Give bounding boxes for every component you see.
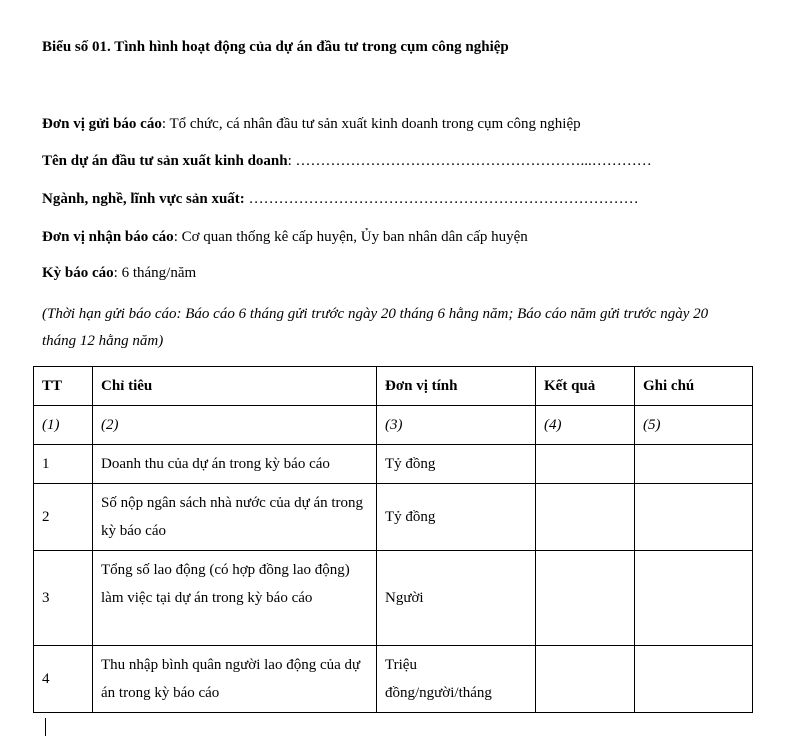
numbering-cell: (3) <box>377 406 536 445</box>
row-unit: Người <box>377 551 536 646</box>
text-cursor <box>45 718 46 736</box>
field-value: : Cơ quan thống kê cấp huyện, Ủy ban nhân dân cấp huyện <box>173 229 528 245</box>
table-row <box>34 484 753 551</box>
report-table <box>33 366 753 713</box>
numbering-cell: (5) <box>635 406 753 445</box>
header-tt: TT <box>34 367 93 406</box>
header-indicator: Chỉ tiêu <box>93 367 377 406</box>
header-unit: Đơn vị tính <box>377 367 536 406</box>
deadline-note: (Thời hạn gửi báo cáo: Báo cáo 6 tháng gửi trước ngày 20 tháng 6 hằng năm; Báo cáo năm gửi trước ngày 20 tháng 12 hằng năm) <box>42 306 709 349</box>
row-note <box>635 484 753 551</box>
field-receiving-unit <box>42 229 528 246</box>
field-label: Đơn vị gửi báo cáo <box>42 116 162 132</box>
numbering-cell: (2) <box>93 406 377 445</box>
field-value: : …………………………………………………...………… <box>287 153 652 169</box>
field-value: …………………………………………………………………… <box>244 191 639 207</box>
report-title: Biểu số 01. Tình hình hoạt động của dự án đầu tư trong cụm công nghiệp <box>42 39 509 55</box>
row-indicator: Số nộp ngân sách nhà nước của dự án trong kỳ báo cáo <box>93 484 377 551</box>
row-note <box>635 551 753 646</box>
field-label: Tên dự án đầu tư sản xuất kinh doanh <box>42 153 288 169</box>
table-row <box>34 551 753 646</box>
field-value: : 6 tháng/năm <box>113 265 197 281</box>
header-note: Ghi chú <box>635 367 753 406</box>
row-note <box>635 646 753 713</box>
row-note <box>635 445 753 484</box>
row-indicator: Tổng số lao động (có hợp đồng lao động) làm việc tại dự án trong kỳ báo cáo <box>93 551 377 646</box>
field-report-period <box>42 265 196 282</box>
row-result <box>536 551 635 646</box>
row-tt: 4 <box>34 646 93 713</box>
row-unit: Tỷ đồng <box>377 484 536 551</box>
row-tt: 2 <box>34 484 93 551</box>
table-header-row <box>34 367 753 406</box>
field-project-name <box>42 153 652 170</box>
row-indicator: Thu nhập bình quân người lao động của dự án trong kỳ báo cáo <box>93 646 377 713</box>
field-sending-unit <box>42 116 581 133</box>
row-tt: 1 <box>34 445 93 484</box>
header-result: Kết quả <box>536 367 635 406</box>
field-label: Ngành, nghề, lĩnh vực sản xuất: <box>42 191 245 207</box>
row-result <box>536 484 635 551</box>
numbering-cell: (1) <box>34 406 93 445</box>
row-result <box>536 445 635 484</box>
field-label: Kỳ báo cáo <box>42 265 114 281</box>
numbering-cell: (4) <box>536 406 635 445</box>
field-value: : Tổ chức, cá nhân đầu tư sản xuất kinh doanh trong cụm công nghiệp <box>161 116 581 132</box>
row-indicator: Doanh thu của dự án trong kỳ báo cáo <box>93 445 377 484</box>
row-unit: Triệu đồng/người/tháng <box>377 646 536 713</box>
field-label: Đơn vị nhận báo cáo <box>42 229 174 245</box>
row-unit: Tỷ đồng <box>377 445 536 484</box>
table-numbering-row <box>34 406 753 445</box>
row-tt: 3 <box>34 551 93 646</box>
field-industry <box>42 191 639 208</box>
row-result <box>536 646 635 713</box>
table-row <box>34 445 753 484</box>
table-row <box>34 646 753 713</box>
